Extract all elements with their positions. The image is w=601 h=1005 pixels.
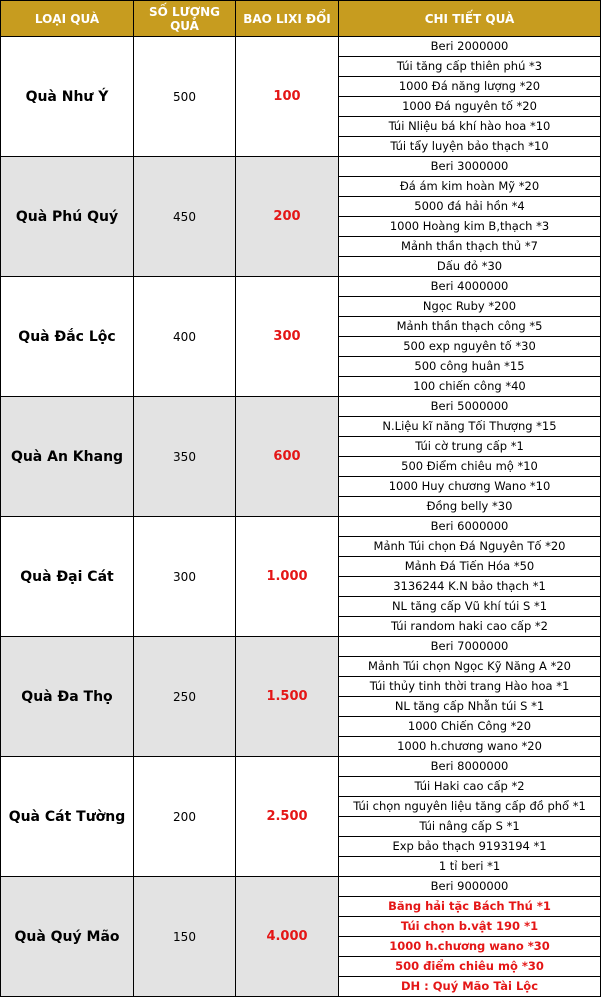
gift-lixi-cost: 2.500	[236, 757, 339, 877]
gift-quantity: 450	[134, 157, 236, 277]
gift-name: Quà Quý Mão	[1, 877, 134, 997]
header-lixi: BAO LIXI ĐỔI	[236, 1, 339, 37]
gift-detail-item: Mảnh thần thạch thủ *7	[339, 237, 601, 257]
header-row	[1, 1, 601, 37]
gift-detail-item: Túi tẩy luyện bảo thạch *10	[339, 137, 601, 157]
gift-detail-item: 1000 Hoàng kim B,thạch *3	[339, 217, 601, 237]
gift-detail-item: 1000 h.chương wano *20	[339, 737, 601, 757]
gift-detail-item: NL tăng cấp Vũ khí túi S *1	[339, 597, 601, 617]
gift-detail-item: Túi Nliệu bá khí hào hoa *10	[339, 117, 601, 137]
header-details: CHI TIẾT QUÀ	[339, 1, 601, 37]
table-row	[1, 277, 601, 297]
gift-name: Quà Cát Tường	[1, 757, 134, 877]
gift-quantity: 150	[134, 877, 236, 997]
table-row	[1, 157, 601, 177]
gift-detail-item: NL tăng cấp Nhẫn túi S *1	[339, 697, 601, 717]
gift-detail-item: 100 chiến công *40	[339, 377, 601, 397]
gift-detail-item: 1000 Đá năng lượng *20	[339, 77, 601, 97]
header-gift-type: LOẠI QUÀ	[1, 1, 134, 37]
gift-name: Quà An Khang	[1, 397, 134, 517]
table-row	[1, 877, 601, 897]
gift-detail-item: Ngọc Ruby *200	[339, 297, 601, 317]
gift-lixi-cost: 4.000	[236, 877, 339, 997]
gift-detail-item: Túi tăng cấp thiên phú *3	[339, 57, 601, 77]
gift-detail-item: Beri 7000000	[339, 637, 601, 657]
gift-detail-item: 500 Điểm chiêu mộ *10	[339, 457, 601, 477]
gift-detail-item: Beri 8000000	[339, 757, 601, 777]
gift-detail-item: Túi nâng cấp S *1	[339, 817, 601, 837]
gift-detail-item: Túi thủy tinh thời trang Hào hoa *1	[339, 677, 601, 697]
gift-lixi-cost: 1.000	[236, 517, 339, 637]
gift-detail-item: 500 công huân *15	[339, 357, 601, 377]
gift-name: Quà Như Ý	[1, 37, 134, 157]
table-row	[1, 517, 601, 537]
gift-detail-item: Mảnh Đá Tiến Hóa *50	[339, 557, 601, 577]
gift-lixi-cost: 100	[236, 37, 339, 157]
gift-detail-item: 3136244 K.N bảo thạch *1	[339, 577, 601, 597]
gift-name: Quà Đa Thọ	[1, 637, 134, 757]
gift-detail-item: Băng hải tặc Bách Thú *1	[339, 897, 601, 917]
gift-quantity: 500	[134, 37, 236, 157]
gift-name: Quà Đại Cát	[1, 517, 134, 637]
gift-detail-item: Túi Haki cao cấp *2	[339, 777, 601, 797]
gift-lixi-cost: 1.500	[236, 637, 339, 757]
gift-detail-item: Đồng belly *30	[339, 497, 601, 517]
table-row	[1, 757, 601, 777]
gift-detail-item: Beri 5000000	[339, 397, 601, 417]
gift-name: Quà Đắc Lộc	[1, 277, 134, 397]
table-row	[1, 637, 601, 657]
gift-detail-item: 1000 Chiến Công *20	[339, 717, 601, 737]
gift-detail-item: Dấu đỏ *30	[339, 257, 601, 277]
gift-lixi-cost: 200	[236, 157, 339, 277]
gift-detail-item: 1000 h.chương wano *30	[339, 937, 601, 957]
gift-detail-item: N.Liệu kĩ năng Tối Thượng *15	[339, 417, 601, 437]
gift-quantity: 400	[134, 277, 236, 397]
gift-detail-item: Mảnh Túi chọn Đá Nguyên Tố *20	[339, 537, 601, 557]
gift-detail-item: 500 điểm chiêu mộ *30	[339, 957, 601, 977]
table-row	[1, 37, 601, 57]
gift-quantity: 200	[134, 757, 236, 877]
gift-quantity: 350	[134, 397, 236, 517]
gift-detail-item: Beri 3000000	[339, 157, 601, 177]
gift-detail-item: Beri 4000000	[339, 277, 601, 297]
gift-detail-item: Túi chọn nguyên liệu tăng cấp đồ phổ *1	[339, 797, 601, 817]
gift-detail-item: Mảnh Túi chọn Ngọc Kỹ Năng A *20	[339, 657, 601, 677]
gift-lixi-cost: 600	[236, 397, 339, 517]
gift-detail-item: Exp bảo thạch 9193194 *1	[339, 837, 601, 857]
gift-detail-item: Beri 6000000	[339, 517, 601, 537]
gift-detail-item: Túi cờ trung cấp *1	[339, 437, 601, 457]
gift-detail-item: Túi chọn b.vật 190 *1	[339, 917, 601, 937]
gift-detail-item: 1000 Đá nguyên tố *20	[339, 97, 601, 117]
gift-quantity: 300	[134, 517, 236, 637]
gift-detail-item: Đá ám kim hoàn Mỹ *20	[339, 177, 601, 197]
gift-detail-item: Mảnh thần thạch công *5	[339, 317, 601, 337]
gift-detail-item: 1000 Huy chương Wano *10	[339, 477, 601, 497]
gift-quantity: 250	[134, 637, 236, 757]
gift-detail-item: Túi random haki cao cấp *2	[339, 617, 601, 637]
gift-lixi-cost: 300	[236, 277, 339, 397]
header-quantity: SỐ LƯỢNG QUÀ	[134, 1, 236, 37]
gift-detail-item: Beri 2000000	[339, 37, 601, 57]
gift-detail-item: 5000 đá hải hồn *4	[339, 197, 601, 217]
table-row	[1, 397, 601, 417]
gift-detail-item: DH : Quý Mão Tài Lộc	[339, 977, 601, 997]
gift-detail-item: 1 tỉ beri *1	[339, 857, 601, 877]
gift-name: Quà Phú Quý	[1, 157, 134, 277]
gift-table-body	[1, 37, 601, 997]
gift-detail-item: 500 exp nguyên tố *30	[339, 337, 601, 357]
gift-detail-item: Beri 9000000	[339, 877, 601, 897]
